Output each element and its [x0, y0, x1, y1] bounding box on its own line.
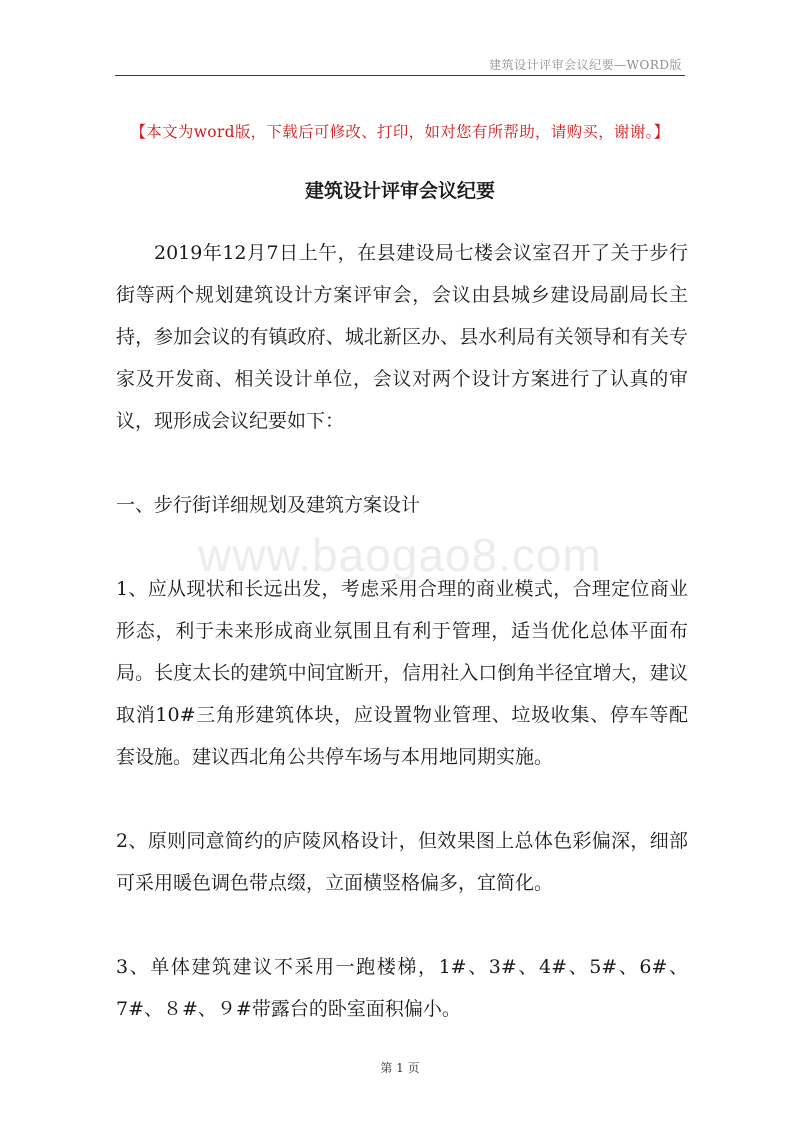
page-number: 第 1 页 — [380, 1061, 420, 1075]
list-item: 1、应从现状和长远出发，考虑采用合理的商业模式，合理定位商业形态，利于未来形成商业氛围且有利于管理，适当优化总体平面布局。长度太长的建筑中间宜断开，信用社入口倒角半径宜增大，建议取消10#三角形建筑体块，应设置物业管理、垃圾收集、停车等配套设施。建议西北角公共停车场与本用地同期实施。 — [116, 578, 688, 768]
intro-paragraph: 2019年12月7日上午，在县建设局七楼会议室召开了关于步行街等两个规划建筑设计方案评审会，会议由县城乡建设局副局长主持，参加会议的有镇政府、城北新区办、县水利局有关领导和有关专家及开发商、相关设计单位，会议对两个设计方案进行了认真的审议，现形成会议纪要如下： — [116, 242, 688, 432]
watermark: www.baogao8.com — [198, 529, 602, 581]
purchase-notice: 【本文为word版，下载后可修改、打印，如对您有所帮助，请购买，谢谢。】 — [130, 123, 670, 141]
header-doc-label: 建筑设计评审会议纪要—WORD版 — [489, 58, 682, 72]
list-item: 2、原则同意简约的庐陵风格设计，但效果图上总体色彩偏深，细部可采用暖色调色带点缀，立面横竖格偏多，宜简化。 — [116, 830, 688, 894]
header-divider — [115, 75, 685, 76]
list-item: 3、单体建筑建议不采用一跑楼梯，1#、3#、4#、5#、6#、7#、８#、９#带露台的卧室面积偏小。 — [116, 956, 688, 1020]
document-body — [116, 232, 688, 1030]
section-heading: 一、步行街详细规划及建筑方案设计 — [116, 494, 421, 516]
document-title: 建筑设计评审会议纪要 — [304, 180, 495, 202]
